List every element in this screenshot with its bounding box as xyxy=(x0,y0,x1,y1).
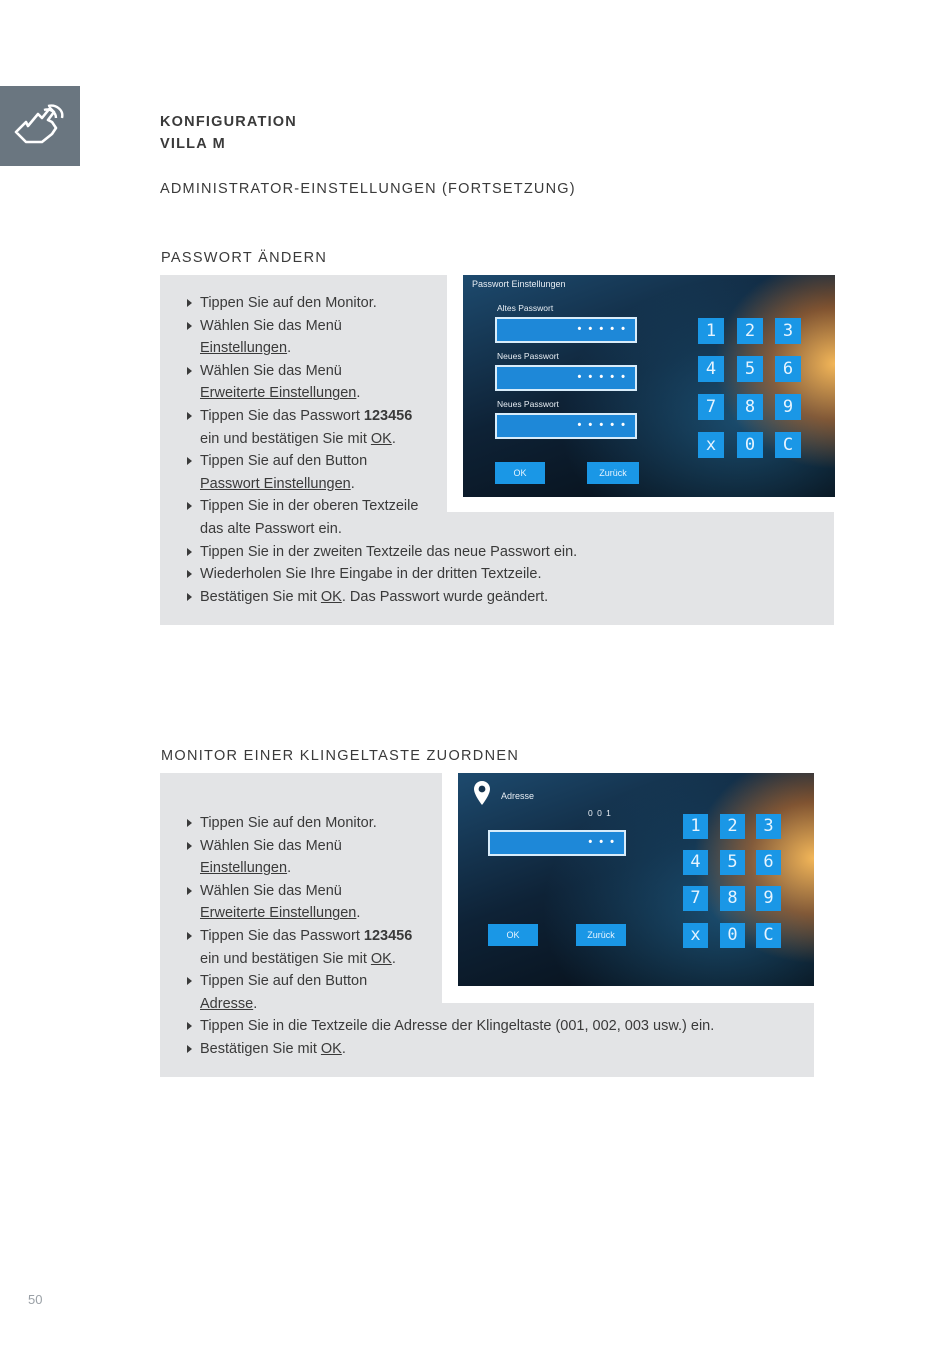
address-field[interactable]: • • • xyxy=(488,830,626,856)
key-2[interactable]: 2 xyxy=(720,814,745,839)
list-item: Tippen Sie auf den Monitor. xyxy=(160,812,814,835)
list-item: Tippen Sie auf den Button xyxy=(160,970,814,993)
key-6[interactable]: 6 xyxy=(775,356,801,382)
new-password-field[interactable]: • • • • • xyxy=(495,365,637,391)
list-item: ein und bestätigen Sie mit OK. xyxy=(200,430,396,447)
key-8[interactable]: 8 xyxy=(737,394,763,420)
list-item: Einstellungen. xyxy=(200,860,292,877)
old-password-field[interactable]: • • • • • xyxy=(495,317,637,343)
list-item: Tippen Sie auf den Button xyxy=(160,450,834,473)
screen-title: Passwort Einstellungen xyxy=(472,279,566,289)
list-item: Wählen Sie das Menü xyxy=(160,880,814,903)
chapter-tab xyxy=(0,86,80,166)
repeat-password-field[interactable]: • • • • • xyxy=(495,413,637,439)
list-item: Wählen Sie das Menü xyxy=(160,835,814,858)
key-0[interactable]: 0 xyxy=(737,432,763,458)
back-button[interactable]: Zurück xyxy=(576,924,626,946)
address-readout: 0 0 1 xyxy=(588,808,612,818)
key-2[interactable]: 2 xyxy=(737,318,763,344)
key-3[interactable]: 3 xyxy=(756,814,781,839)
password-settings-screenshot xyxy=(463,275,835,497)
list-item: Adresse. xyxy=(200,995,258,1012)
key-0[interactable]: 0 xyxy=(720,923,745,948)
key-8[interactable]: 8 xyxy=(720,886,745,911)
chapter-title: KONFIGURATION xyxy=(160,114,297,130)
key-9[interactable]: 9 xyxy=(756,886,781,911)
key-c[interactable]: C xyxy=(756,923,781,948)
ok-button[interactable]: OK xyxy=(495,462,545,484)
field-label-old: Altes Passwort xyxy=(497,303,554,313)
section-title-passwort: PASSWORT ÄNDERN xyxy=(161,250,328,266)
key-x[interactable]: x xyxy=(683,923,708,948)
list-item: Wählen Sie das Menü xyxy=(160,360,834,383)
touch-hand-icon xyxy=(12,102,68,150)
list-item: Erweiterte Einstellungen. xyxy=(200,385,361,402)
key-7[interactable]: 7 xyxy=(683,886,708,911)
list-item: Tippen Sie das Passwort 123456 xyxy=(160,925,814,948)
list-item: Erweiterte Einstellungen. xyxy=(200,905,361,922)
key-9[interactable]: 9 xyxy=(775,394,801,420)
list-item: Tippen Sie auf den Monitor. xyxy=(160,292,834,315)
section-title-monitor: MONITOR EINER KLINGELTASTE ZUORDNEN xyxy=(161,748,520,764)
list-item: Bestätigen Sie mit OK. Das Passwort wurde geändert. xyxy=(160,586,834,609)
list-item: Wählen Sie das Menü xyxy=(160,315,834,338)
key-1[interactable]: 1 xyxy=(683,814,708,839)
list-item: Tippen Sie das Passwort 123456 xyxy=(160,405,834,428)
screen-title: Adresse xyxy=(501,791,535,801)
list-item: Bestätigen Sie mit OK. xyxy=(160,1038,814,1061)
key-c[interactable]: C xyxy=(775,432,801,458)
list-item: ein und bestätigen Sie mit OK. xyxy=(200,950,396,967)
list-item: Passwort Einstellungen. xyxy=(200,475,355,492)
key-4[interactable]: 4 xyxy=(683,850,708,875)
key-6[interactable]: 6 xyxy=(756,850,781,875)
page-subtitle: ADMINISTRATOR-EINSTELLUNGEN (FORTSETZUNG) xyxy=(160,181,576,197)
key-x[interactable]: x xyxy=(698,432,724,458)
key-3[interactable]: 3 xyxy=(775,318,801,344)
key-5[interactable]: 5 xyxy=(720,850,745,875)
key-4[interactable]: 4 xyxy=(698,356,724,382)
location-pin-icon xyxy=(473,780,491,806)
key-1[interactable]: 1 xyxy=(698,318,724,344)
field-label-new: Neues Passwort xyxy=(497,351,559,361)
list-item: Einstellungen. xyxy=(200,340,292,357)
key-5[interactable]: 5 xyxy=(737,356,763,382)
ok-button[interactable]: OK xyxy=(488,924,538,946)
list-item: Tippen Sie in der zweiten Textzeile das neue Passwort ein. xyxy=(160,541,834,564)
list-item: Tippen Sie in die Textzeile die Adresse der Klingeltaste (001, 002, 003 usw.) ein. xyxy=(160,1015,814,1038)
back-button[interactable]: Zurück xyxy=(587,462,639,484)
field-label-repeat: Neues Passwort xyxy=(497,399,559,409)
list-item: Tippen Sie in der oberen Textzeile xyxy=(160,495,834,518)
address-screenshot xyxy=(458,773,814,986)
page-number: 50 xyxy=(28,1292,43,1307)
key-7[interactable]: 7 xyxy=(698,394,724,420)
chapter-subtitle: VILLA M xyxy=(160,136,226,152)
list-item: das alte Passwort ein. xyxy=(200,520,342,537)
list-item: Wiederholen Sie Ihre Eingabe in der dritten Textzeile. xyxy=(160,563,834,586)
